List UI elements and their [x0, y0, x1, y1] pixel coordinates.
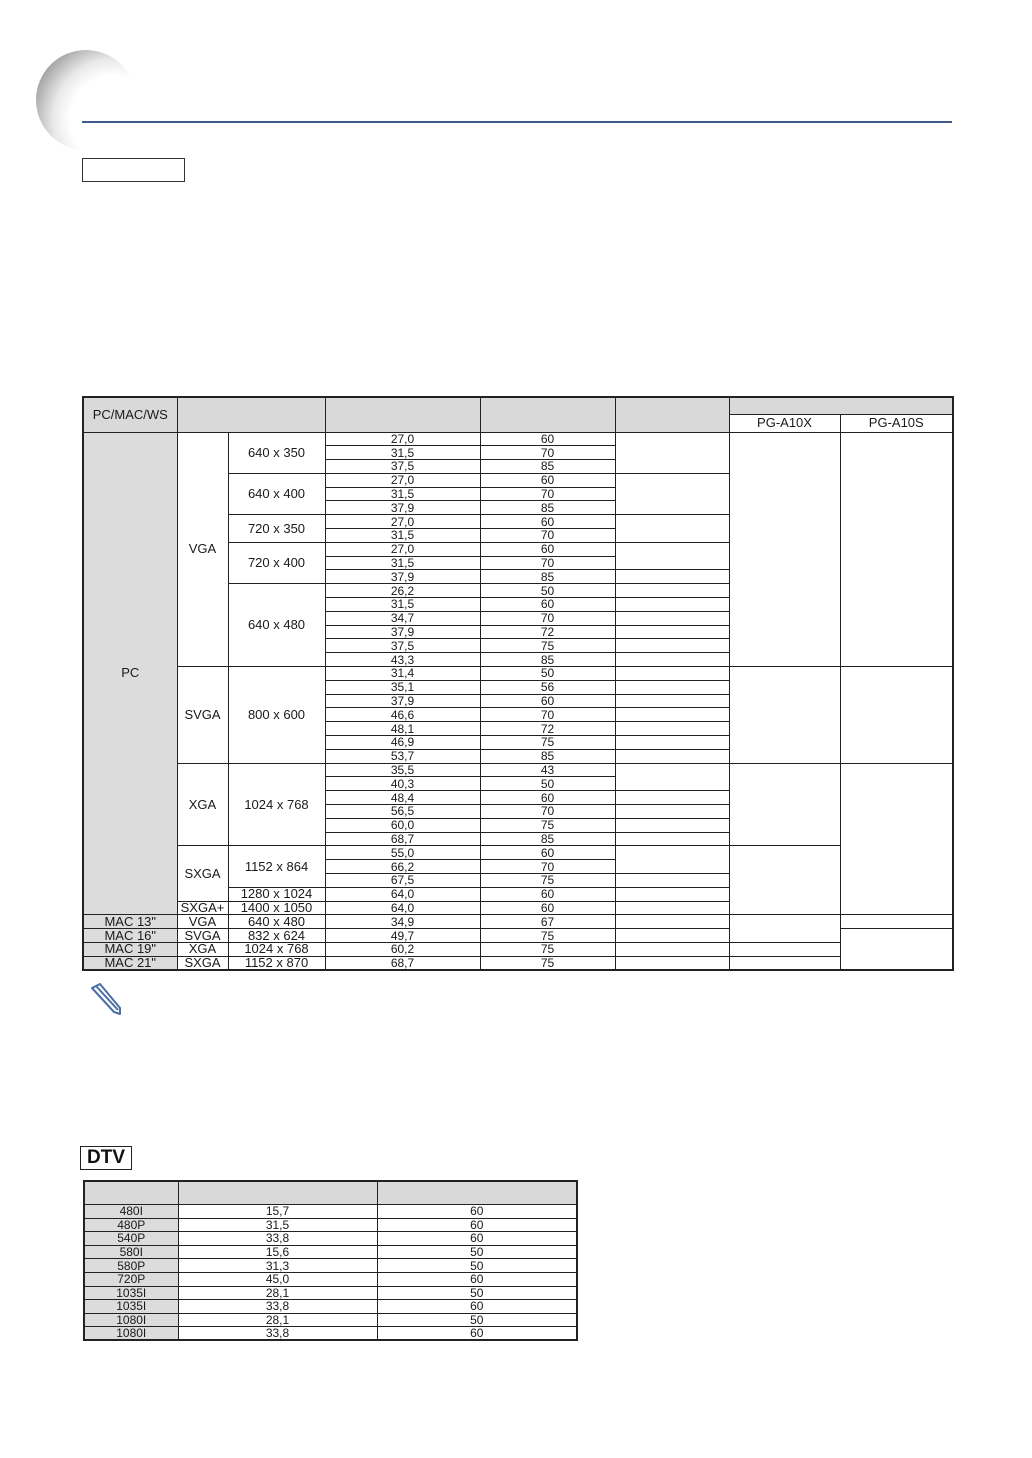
dtv-signal-cell: 580P [84, 1259, 178, 1273]
hfreq-cell: 67,5 [325, 874, 480, 888]
vfreq-cell: 70 [480, 529, 615, 543]
model-b-cell [840, 915, 953, 929]
hfreq-cell: 27,0 [325, 473, 480, 487]
vfreq-cell: 60 [377, 1218, 577, 1232]
hfreq-cell: 31,5 [325, 556, 480, 570]
group-sxga: SXGA [177, 846, 228, 901]
dtv-signal-cell: 540P [84, 1232, 178, 1246]
resolution-cell: 832 x 624 [228, 929, 325, 943]
vfreq-cell: 50 [377, 1286, 577, 1300]
vfreq-cell: 85 [480, 460, 615, 474]
vesa-cell [615, 542, 729, 570]
model-a-cell [729, 432, 840, 667]
model-a-cell [729, 915, 840, 943]
hfreq-cell: 37,9 [325, 694, 480, 708]
vfreq-cell: 60 [480, 694, 615, 708]
dtv-signal-cell: 720P [84, 1272, 178, 1286]
vesa-cell [615, 598, 729, 612]
resolution-cell: 1152 x 864 [228, 846, 325, 887]
hfreq-cell: 37,9 [325, 570, 480, 584]
vesa-cell [615, 832, 729, 846]
vesa-cell [615, 653, 729, 667]
vfreq-cell: 50 [480, 667, 615, 681]
dtv-signal-cell: 1080I [84, 1313, 178, 1327]
hfreq-cell: 60,0 [325, 818, 480, 832]
table-row [83, 956, 953, 970]
model-a-cell [729, 956, 840, 970]
model-a-cell [729, 667, 840, 764]
mac-name-cell: MAC 16" [83, 929, 177, 943]
table-row [84, 1286, 577, 1300]
vfreq-cell: 75 [480, 956, 615, 970]
vfreq-cell: 60 [480, 901, 615, 915]
header-display [729, 397, 953, 414]
vesa-cell [615, 887, 729, 901]
hfreq-cell: 48,1 [325, 722, 480, 736]
mac-group-cell: SXGA [177, 956, 228, 970]
vfreq-cell: 50 [377, 1313, 577, 1327]
table-row [84, 1218, 577, 1232]
vfreq-cell: 60 [480, 515, 615, 529]
hfreq-cell: 35,1 [325, 680, 480, 694]
hfreq-cell: 68,7 [325, 956, 480, 970]
hfreq-cell: 27,0 [325, 542, 480, 556]
vesa-cell [615, 694, 729, 708]
vfreq-cell: 60 [480, 432, 615, 446]
resolution-cell: 640 x 480 [228, 915, 325, 929]
vfreq-cell: 85 [480, 501, 615, 515]
vfreq-cell: 75 [480, 639, 615, 653]
hfreq-cell: 33,8 [178, 1327, 377, 1341]
dtv-badge: DTV [80, 1146, 132, 1170]
mac-group-cell: SVGA [177, 929, 228, 943]
vesa-cell [615, 805, 729, 819]
model-a-cell [729, 942, 840, 956]
vesa-cell [615, 570, 729, 584]
vesa-cell [615, 846, 729, 874]
model-b-cell [840, 432, 953, 667]
table-row [84, 1272, 577, 1286]
table-row [83, 667, 953, 681]
dtv-signal-table [83, 1180, 578, 1341]
dtv-signal-cell: 480P [84, 1218, 178, 1232]
resolution-cell: 640 x 400 [228, 473, 325, 514]
hfreq-cell: 56,5 [325, 805, 480, 819]
section-tab-box [82, 158, 185, 182]
dtv-signal-cell: 1035I [84, 1286, 178, 1300]
hfreq-cell: 33,8 [178, 1232, 377, 1246]
vfreq-cell: 60 [377, 1205, 577, 1219]
model-b-cell [840, 763, 953, 915]
hfreq-cell: 31,5 [325, 446, 480, 460]
vfreq-cell: 60 [480, 473, 615, 487]
vfreq-cell: 50 [480, 584, 615, 598]
vesa-cell [615, 708, 729, 722]
dtv-signal-cell: 580I [84, 1245, 178, 1259]
model-b-cell [840, 667, 953, 764]
vfreq-cell: 67 [480, 915, 615, 929]
table-row [83, 846, 953, 860]
vfreq-cell: 72 [480, 625, 615, 639]
hfreq-cell: 31,5 [325, 487, 480, 501]
group-svga: SVGA [177, 667, 228, 764]
hfreq-cell: 64,0 [325, 887, 480, 901]
vfreq-cell: 75 [480, 942, 615, 956]
vesa-cell [615, 625, 729, 639]
hfreq-cell: 49,7 [325, 929, 480, 943]
header-rule [82, 121, 952, 123]
hfreq-cell: 15,6 [178, 1245, 377, 1259]
vfreq-cell: 56 [480, 680, 615, 694]
hfreq-cell: 28,1 [178, 1313, 377, 1327]
vfreq-cell: 85 [480, 832, 615, 846]
vfreq-cell: 43 [480, 763, 615, 777]
header-resolution [177, 397, 325, 432]
table-row [83, 432, 953, 446]
header-signal: PC/MAC/WS [83, 397, 177, 432]
hfreq-cell: 46,6 [325, 708, 480, 722]
vesa-cell [615, 956, 729, 970]
hfreq-cell: 40,3 [325, 777, 480, 791]
hfreq-cell: 37,5 [325, 460, 480, 474]
model-a-cell [729, 846, 840, 915]
vfreq-cell: 60 [480, 887, 615, 901]
table-row [84, 1300, 577, 1314]
category-pc: PC [83, 432, 177, 915]
hfreq-cell: 31,4 [325, 667, 480, 681]
mac-name-cell: MAC 19" [83, 942, 177, 956]
vesa-cell [615, 929, 729, 943]
vfreq-cell: 85 [480, 653, 615, 667]
vesa-cell [615, 722, 729, 736]
vesa-cell [615, 639, 729, 653]
vfreq-cell: 50 [377, 1245, 577, 1259]
hfreq-cell: 35,5 [325, 763, 480, 777]
hfreq-cell: 27,0 [325, 432, 480, 446]
hfreq-cell: 48,4 [325, 791, 480, 805]
vfreq-cell: 70 [480, 860, 615, 874]
table-row [84, 1259, 577, 1273]
vesa-cell [615, 736, 729, 750]
table-row [84, 1313, 577, 1327]
vfreq-cell: 85 [480, 749, 615, 763]
mac-group-cell: XGA [177, 942, 228, 956]
resolution-cell: 640 x 480 [228, 584, 325, 667]
vesa-cell [615, 680, 729, 694]
header-vfreq [480, 397, 615, 432]
group-sxga-plus: SXGA+ [177, 901, 228, 915]
hfreq-cell: 66,2 [325, 860, 480, 874]
vesa-cell [615, 901, 729, 915]
hfreq-cell: 26,2 [325, 584, 480, 598]
model-b-cell [840, 929, 953, 970]
resolution-cell: 720 x 350 [228, 515, 325, 543]
vesa-cell [615, 942, 729, 956]
hfreq-cell: 27,0 [325, 515, 480, 529]
vfreq-cell: 75 [480, 736, 615, 750]
vesa-cell [615, 584, 729, 598]
hfreq-cell: 43,3 [325, 653, 480, 667]
dtv-signal-cell: 1035I [84, 1300, 178, 1314]
dtv-header-vfreq [377, 1181, 577, 1205]
vfreq-cell: 70 [480, 556, 615, 570]
hfreq-cell: 46,9 [325, 736, 480, 750]
dtv-signal-cell: 1080I [84, 1327, 178, 1341]
table-row [83, 915, 953, 929]
table-row [83, 763, 953, 777]
vesa-cell [615, 515, 729, 543]
hfreq-cell: 68,7 [325, 832, 480, 846]
hfreq-cell: 64,0 [325, 901, 480, 915]
hfreq-cell: 45,0 [178, 1272, 377, 1286]
resolution-cell: 1024 x 768 [228, 942, 325, 956]
vfreq-cell: 60 [480, 598, 615, 612]
vfreq-cell: 60 [377, 1232, 577, 1246]
dtv-signal-cell: 480I [84, 1205, 178, 1219]
pc-table-body [83, 432, 953, 970]
vfreq-cell: 60 [377, 1300, 577, 1314]
table-row [84, 1245, 577, 1259]
vesa-cell [615, 874, 729, 888]
resolution-cell: 720 x 400 [228, 542, 325, 583]
pencil-note-icon [86, 982, 126, 1016]
resolution-cell: 1024 x 768 [228, 763, 325, 846]
hfreq-cell: 55,0 [325, 846, 480, 860]
dtv-header-signal [84, 1181, 178, 1205]
vesa-cell [615, 473, 729, 514]
vfreq-cell: 70 [480, 487, 615, 501]
header-model-a: PG-A10X [729, 414, 840, 432]
vfreq-cell: 60 [480, 542, 615, 556]
mac-group-cell: VGA [177, 915, 228, 929]
mac-name-cell: MAC 13" [83, 915, 177, 929]
vesa-cell [615, 818, 729, 832]
pc-signal-table [82, 396, 954, 971]
hfreq-cell: 37,9 [325, 625, 480, 639]
vesa-cell [615, 791, 729, 805]
vesa-cell [615, 667, 729, 681]
vfreq-cell: 70 [480, 708, 615, 722]
vfreq-cell: 72 [480, 722, 615, 736]
table-row [84, 1205, 577, 1219]
hfreq-cell: 31,3 [178, 1259, 377, 1273]
group-vga: VGA [177, 432, 228, 667]
hfreq-cell: 60,2 [325, 942, 480, 956]
hfreq-cell: 34,9 [325, 915, 480, 929]
hfreq-cell: 34,7 [325, 611, 480, 625]
hfreq-cell: 53,7 [325, 749, 480, 763]
hfreq-cell: 31,5 [178, 1218, 377, 1232]
vfreq-cell: 60 [377, 1327, 577, 1341]
vesa-cell [615, 749, 729, 763]
hfreq-cell: 33,8 [178, 1300, 377, 1314]
table-row [84, 1232, 577, 1246]
vfreq-cell: 75 [480, 874, 615, 888]
resolution-cell: 1280 x 1024 [228, 887, 325, 901]
header-model-b: PG-A10S [840, 414, 953, 432]
table-row [83, 942, 953, 956]
header-vesa [615, 397, 729, 432]
resolution-cell: 640 x 350 [228, 432, 325, 473]
vfreq-cell: 70 [480, 805, 615, 819]
vfreq-cell: 60 [480, 846, 615, 860]
vfreq-cell: 75 [480, 929, 615, 943]
group-xga: XGA [177, 763, 228, 846]
vfreq-cell: 70 [480, 611, 615, 625]
vesa-cell [615, 432, 729, 473]
hfreq-cell: 31,5 [325, 598, 480, 612]
vfreq-cell: 50 [480, 777, 615, 791]
hfreq-cell: 37,9 [325, 501, 480, 515]
vfreq-cell: 70 [480, 446, 615, 460]
vfreq-cell: 60 [480, 791, 615, 805]
vfreq-cell: 50 [377, 1259, 577, 1273]
model-a-cell [729, 763, 840, 846]
vesa-cell [615, 611, 729, 625]
corner-circle-decoration [36, 50, 136, 150]
resolution-cell: 800 x 600 [228, 667, 325, 764]
vesa-cell [615, 763, 729, 791]
hfreq-cell: 37,5 [325, 639, 480, 653]
vfreq-cell: 75 [480, 818, 615, 832]
vfreq-cell: 60 [377, 1272, 577, 1286]
dtv-header-hfreq [178, 1181, 377, 1205]
resolution-cell: 1152 x 870 [228, 956, 325, 970]
vfreq-cell: 85 [480, 570, 615, 584]
hfreq-cell: 28,1 [178, 1286, 377, 1300]
hfreq-cell: 15,7 [178, 1205, 377, 1219]
resolution-cell: 1400 x 1050 [228, 901, 325, 915]
vesa-cell [615, 915, 729, 929]
hfreq-cell: 31,5 [325, 529, 480, 543]
header-hfreq [325, 397, 480, 432]
table-row [84, 1327, 577, 1341]
mac-name-cell: MAC 21" [83, 956, 177, 970]
